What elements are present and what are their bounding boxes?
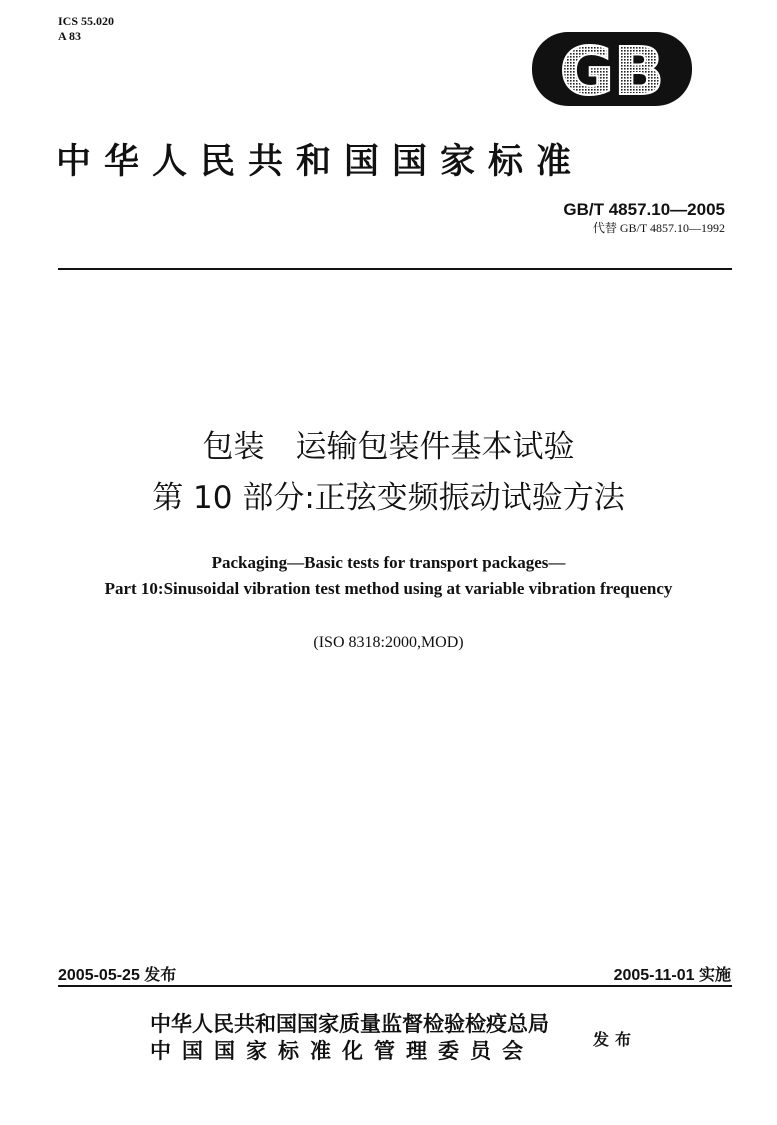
ccs-code: A 83 bbox=[58, 29, 82, 43]
issuing-authorities bbox=[150, 1010, 549, 1064]
replaces-standard: 代替 GB/T 4857.10—1992 bbox=[592, 221, 725, 235]
title-cn-line1: 包装 运输包装件基本试验 bbox=[202, 429, 575, 465]
standard-number: GB/T 4857.10—2005 bbox=[563, 200, 725, 219]
issuer-sac: 中国国家标准化管理委员会 bbox=[150, 1038, 534, 1063]
issuer-aqsiq: 中华人民共和国国家质量监督检验检疫总局 bbox=[150, 1011, 549, 1036]
gb-logo-text: GB bbox=[559, 33, 665, 110]
issue-label: 发布 bbox=[593, 1030, 638, 1049]
standard-number-block bbox=[563, 200, 725, 236]
title-cn-line2: 第 10 部分:正弦变频振动试验方法 bbox=[152, 480, 625, 516]
classification-codes bbox=[58, 14, 114, 44]
effective-date: 2005-11-01 实施 bbox=[613, 967, 731, 984]
header-divider bbox=[58, 268, 732, 270]
title-en-line1: Packaging—Basic tests for transport packages— bbox=[211, 553, 566, 572]
footer-divider bbox=[58, 985, 732, 987]
organization-title: 中华人民共和国国家标准 bbox=[56, 141, 585, 182]
publish-date: 2005-05-25 发布 bbox=[58, 967, 177, 984]
gb-logo bbox=[528, 26, 696, 110]
iso-reference: (ISO 8318:2000,MOD) bbox=[313, 634, 464, 651]
ics-code: ICS 55.020 bbox=[58, 14, 115, 28]
title-en-line2: Part 10:Sinusoidal vibration test method using at variable vibration frequency bbox=[104, 579, 673, 598]
